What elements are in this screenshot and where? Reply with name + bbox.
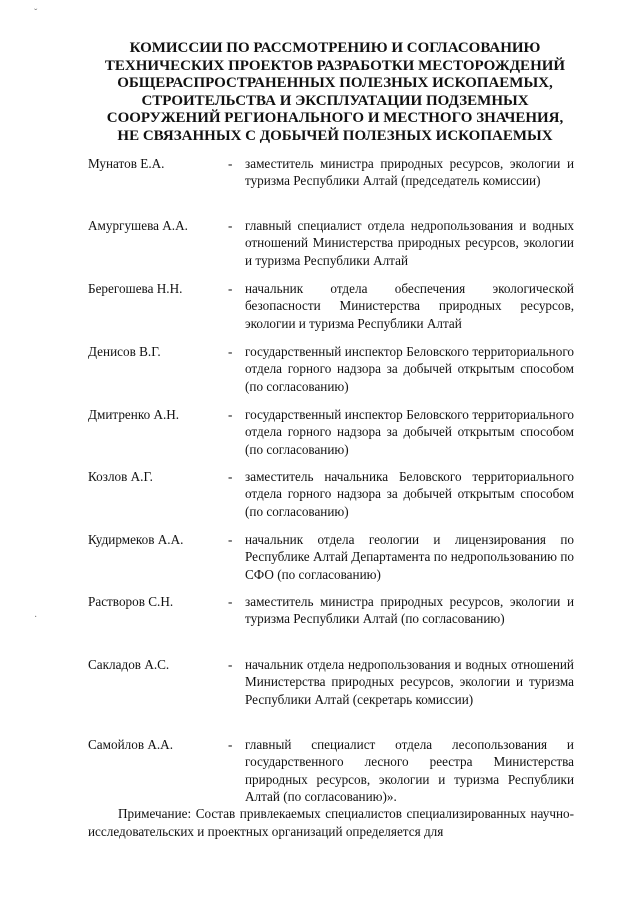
member-role: начальник отдела обеспечения экологической безопасности Министерства природных ресурсов, экологии и туризма Республики Алтай bbox=[245, 281, 574, 331]
scan-mark: ˇ bbox=[34, 8, 38, 19]
dash: - bbox=[228, 344, 233, 359]
member-entry bbox=[88, 217, 574, 269]
dash: - bbox=[228, 737, 233, 752]
dash: - bbox=[228, 218, 233, 233]
dash: - bbox=[228, 407, 233, 422]
member-name: Кудирмеков А.А. bbox=[88, 532, 184, 547]
member-name: Растворов С.Н. bbox=[88, 594, 174, 609]
member-entry bbox=[88, 343, 574, 395]
member-role: начальник отдела недропользования и водных отношений Министерства природных ресурсов, экологии и туризма Республики Алтай (секретарь комиссии) bbox=[245, 657, 574, 707]
member-name: Мунатов Е.А. bbox=[88, 156, 165, 171]
member-role: главный специалист отдела недропользования и водных отношений Министерства природных ресурсов, экологии и туризма Республики Алтай bbox=[245, 218, 574, 268]
member-entry bbox=[88, 531, 574, 583]
member-name: Денисов В.Г. bbox=[88, 344, 161, 359]
dash: - bbox=[228, 657, 233, 672]
dash: - bbox=[228, 532, 233, 547]
document-title: КОМИССИИ ПО РАССМОТРЕНИЮ И СОГЛАСОВАНИЮ ТЕХНИЧЕСКИХ ПРОЕКТОВ РАЗРАБОТКИ МЕСТОРОЖДЕНИЙ ОБЩЕРАСПРОСТРАНЕННЫХ ПОЛЕЗНЫХ ИСКОПАЕМЫХ, СТРОИТЕЛЬСТВА И ЭКСПЛУАТАЦИИ ПОДЗЕМНЫХ СООРУЖЕНИЙ РЕГИОНАЛЬНОГО И МЕСТНОГО ЗНАЧЕНИЯ, НЕ СВЯЗАННЫХ С ДОБЫЧЕЙ ПОЛЕЗНЫХ ИСКОПАЕМЫХ bbox=[104, 40, 566, 144]
dash: - bbox=[228, 281, 233, 296]
member-entry bbox=[88, 656, 574, 708]
member-role: заместитель министра природных ресурсов, экологии и туризма Республики Алтай (председатель комиссии) bbox=[245, 156, 574, 189]
member-name: Самойлов А.А. bbox=[88, 737, 173, 752]
member-name: Сакладов А.С. bbox=[88, 657, 170, 672]
member-name: Козлов А.Г. bbox=[88, 469, 153, 484]
note-paragraph: Примечание: Состав привлекаемых специалистов специализированных научно-исследовательских и проектных организаций определяется для bbox=[88, 806, 574, 839]
member-entry bbox=[88, 280, 574, 332]
member-role: заместитель министра природных ресурсов, экологии и туризма Республики Алтай (по согласованию) bbox=[245, 594, 574, 627]
member-entry bbox=[88, 593, 574, 628]
member-role: главный специалист отдела лесопользования и государственного лесного реестра Министерства природных ресурсов, экологии и туризма Республики Алтай (по согласованию)». bbox=[245, 737, 574, 805]
member-entry bbox=[88, 406, 574, 458]
dash: - bbox=[228, 594, 233, 609]
member-role: государственный инспектор Беловского территориального отдела горного надзора за добычей открытым способом (по согласованию) bbox=[245, 344, 574, 394]
member-entry bbox=[88, 468, 574, 520]
scan-mark: · bbox=[34, 612, 38, 623]
member-role: государственный инспектор Беловского территориального отдела горного надзора за добычей открытым способом (по согласованию) bbox=[245, 407, 574, 457]
member-name: Амургушева А.А. bbox=[88, 218, 188, 233]
dash: - bbox=[228, 156, 233, 171]
member-name: Берегошева Н.Н. bbox=[88, 281, 183, 296]
member-name: Дмитренко А.Н. bbox=[88, 407, 180, 422]
member-role: заместитель начальника Беловского территориального отдела горного надзора за добычей открытым способом (по согласованию) bbox=[245, 469, 574, 519]
member-entry bbox=[88, 736, 574, 806]
member-role: начальник отдела геологии и лицензирования по Республике Алтай Департамента по недропользованию по СФО (по согласованию) bbox=[245, 532, 574, 582]
member-entry bbox=[88, 155, 574, 190]
dash: - bbox=[228, 469, 233, 484]
